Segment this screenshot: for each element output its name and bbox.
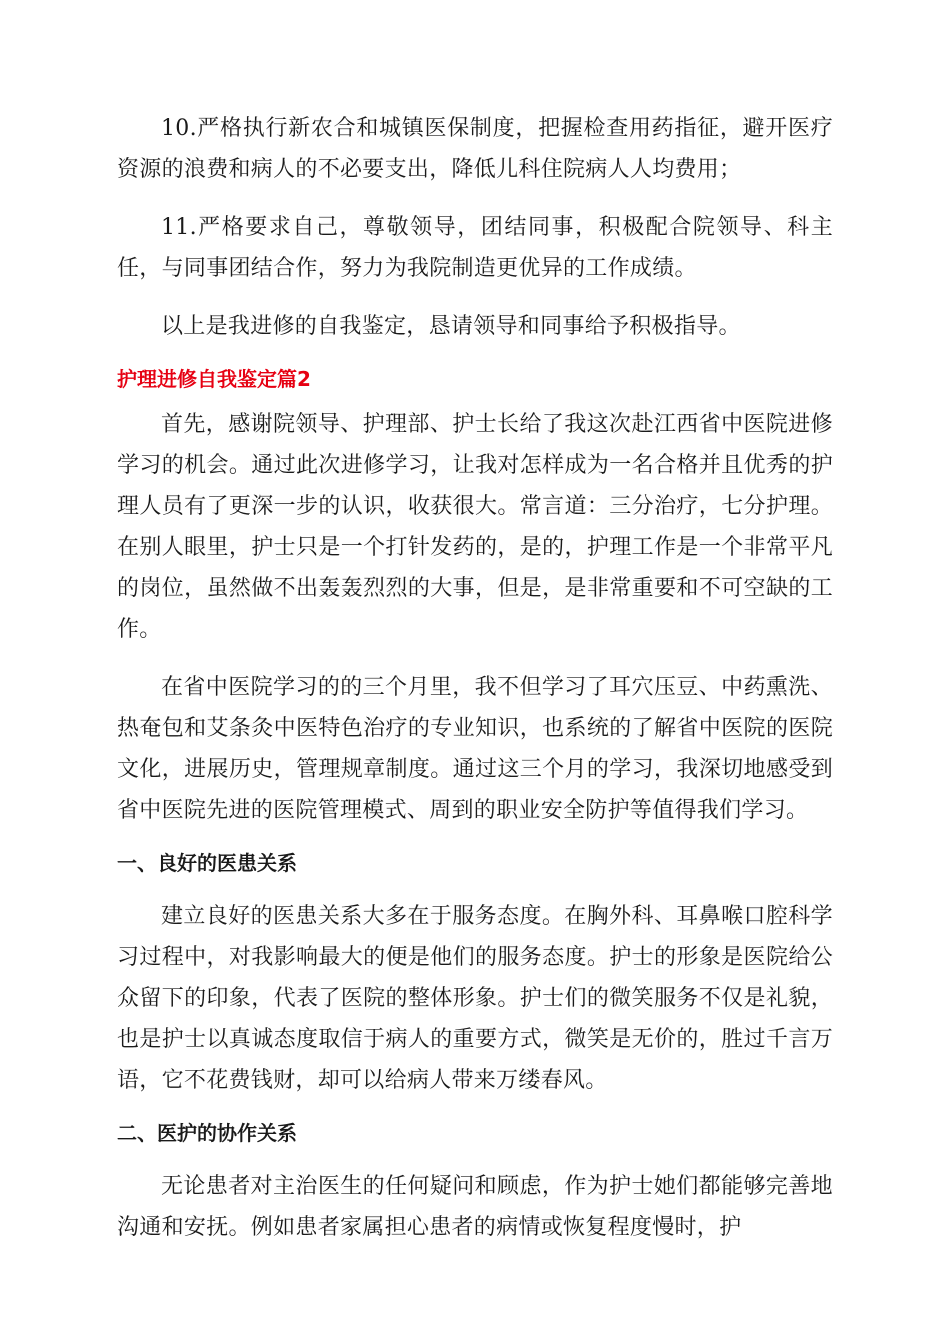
heading-medical-nursing-collaboration: 二、医护的协作关系 xyxy=(117,1121,297,1145)
section-title: 护理进修自我鉴定篇2 xyxy=(117,367,311,391)
paragraph-item-10: 10.严格执行新农合和城镇医保制度，把握检查用药指征，避开医疗资源的浪费和病人的不必要支出，降低儿科住院病人人均费用； xyxy=(117,116,833,182)
paragraph-intro-2: 在省中医院学习的的三个月里，我不但学习了耳穴压豆、中药熏洗、热奄包和艾条灸中医特色治疗的专业知识，也系统的了解省中医院的医院文化，进展历史，管理规章制度。通过这三个月的学习，我深切地感受到省中医院先进的医院管理模式、周到的职业安全防护等值得我们学习。 xyxy=(117,675,833,823)
paragraph-intro-1: 首先，感谢院领导、护理部、护士长给了我这次赴江西省中医院进修学习的机会。通过此次进修学习，让我对怎样成为一名合格并且优秀的护理人员有了更深一步的认识，收获很大。常言道：三分治疗，七分护理。在别人眼里，护士只是一个打针发药的，是的，护理工作是一个非常平凡的岗位，虽然做不出轰轰烈烈的大事，但是，是非常重要和不可空缺的工作。 xyxy=(117,412,833,642)
paragraph-closing: 以上是我进修的自我鉴定，恳请领导和同事给予积极指导。 xyxy=(161,314,741,339)
paragraph-item-11: 11.严格要求自己，尊敬领导，团结同事，积极配合院领导、科主任，与同事团结合作，努力为我院制造更优异的工作成绩。 xyxy=(117,215,833,281)
paragraph-medical-nursing-collaboration: 无论患者对主治医生的任何疑问和顾虑，作为护士她们都能够完善地沟通和安抚。例如患者家属担心患者的病情或恢复程度慢时，护 xyxy=(117,1174,833,1240)
heading-doctor-patient-relationship: 一、良好的医患关系 xyxy=(117,851,297,875)
document-body xyxy=(117,108,833,1265)
paragraph-doctor-patient-relationship: 建立良好的医患关系大多在于服务态度。在胸外科、耳鼻喉口腔科学习过程中，对我影响最大的便是他们的服务态度。护士的形象是医院给公众留下的印象，代表了医院的整体形象。护士们的微笑服务不仅是礼貌，也是护士以真诚态度取信于病人的重要方式，微笑是无价的，胜过千言万语，它不花费钱财，却可以给病人带来万缕春风。 xyxy=(117,904,833,1093)
